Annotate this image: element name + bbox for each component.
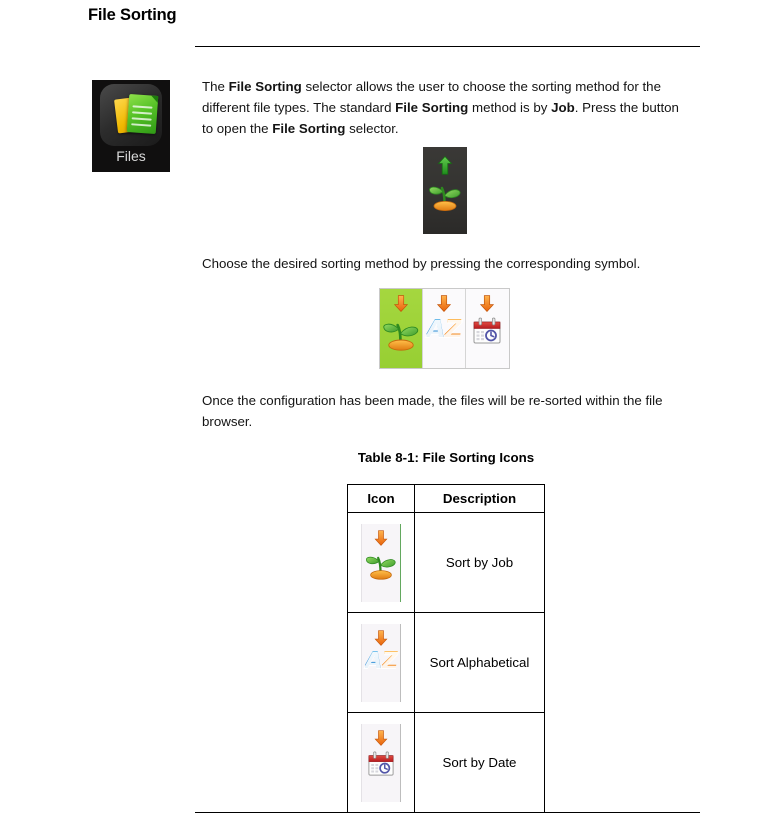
down-arrow-icon <box>375 630 388 649</box>
result-paragraph: Once the configuration has been made, the files will be re-sorted within the file browser. <box>202 393 663 429</box>
intro-text-5: selector. <box>345 121 399 136</box>
intro-text-3: method is by <box>468 100 552 115</box>
intro-text-2: selector allows the user to choose the sorting method for the different file types. The standard <box>202 79 661 115</box>
letter-a: A <box>426 314 445 343</box>
plant-sprout-icon <box>427 180 463 217</box>
intro-text-1: The <box>202 79 229 94</box>
table-row <box>348 613 545 713</box>
table-cell-icon <box>348 713 415 813</box>
calendar-icon <box>472 316 502 350</box>
intro-bold-1: File Sorting <box>228 79 302 94</box>
column-header-description: Description <box>415 485 545 513</box>
page-title: File Sorting <box>88 6 177 24</box>
files-app-icon[interactable] <box>92 80 170 172</box>
table-caption: Table 8-1: File Sorting Icons <box>357 450 535 465</box>
table-header-row <box>348 485 545 513</box>
app-icon-plate <box>100 84 162 146</box>
table-row <box>348 513 545 613</box>
file-sorting-icons-table <box>347 484 545 813</box>
intro-bold-2: File Sorting <box>395 100 469 115</box>
az-letters-icon <box>364 647 398 674</box>
table-cell-icon <box>348 613 415 713</box>
down-arrow-icon <box>375 530 388 549</box>
green-document-icon <box>127 94 159 134</box>
files-app-label: Files <box>116 148 146 164</box>
az-letters-icon <box>426 316 462 341</box>
up-arrow-icon <box>438 156 453 180</box>
icon-panel <box>361 624 401 702</box>
table-cell-description: Sort by Date <box>415 713 545 813</box>
table-cell-description: Sort by Job <box>415 513 545 613</box>
intro-bold-4: File Sorting <box>272 121 346 136</box>
file-sorting-selector[interactable] <box>379 288 510 369</box>
calendar-icon <box>367 750 395 780</box>
table-cell-icon <box>348 513 415 613</box>
document-text-line <box>132 105 152 108</box>
down-arrow-icon <box>480 295 494 317</box>
letter-z: Z <box>381 647 398 674</box>
letter-a: A <box>364 647 382 674</box>
column-header-icon: Icon <box>348 485 415 513</box>
plant-sprout-icon <box>364 550 398 584</box>
document-text-line <box>131 123 151 126</box>
table-row <box>348 713 545 813</box>
icon-panel <box>361 524 401 602</box>
selector-option-date[interactable] <box>466 289 509 368</box>
intro-paragraph <box>202 76 687 139</box>
document-text-line <box>132 111 152 114</box>
selector-option-alphabetical[interactable] <box>423 289 466 368</box>
footer-divider-rule <box>195 812 700 813</box>
icon-panel <box>361 724 401 802</box>
document-text-line <box>132 117 152 120</box>
plant-sprout-icon <box>381 316 421 357</box>
intro-bold-3: Job <box>551 100 575 115</box>
table-cell-description: Sort Alphabetical <box>415 613 545 713</box>
selector-option-job[interactable] <box>380 289 423 368</box>
header-divider-rule <box>195 46 700 47</box>
file-sorting-button[interactable] <box>423 147 467 234</box>
down-arrow-icon <box>375 730 388 749</box>
down-arrow-icon <box>394 295 408 317</box>
choose-paragraph: Choose the desired sorting method by pressing the corresponding symbol. <box>202 256 641 271</box>
intro-text-4: . Press the button to open the <box>202 100 679 136</box>
letter-z: Z <box>444 314 462 343</box>
